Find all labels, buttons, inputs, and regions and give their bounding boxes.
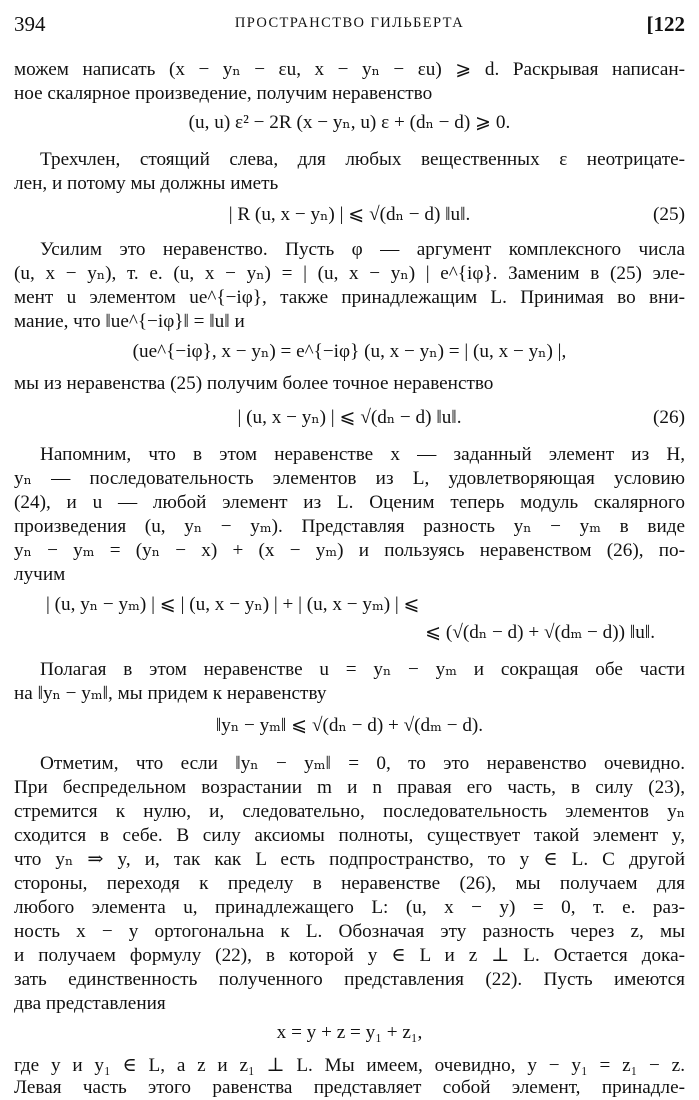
equation: | R (u, x − yₙ) | ⩽ √(dₙ − d) ‖u‖. bbox=[228, 204, 471, 225]
text-line: зать единственность полученного представления (22). Пусть имеются bbox=[14, 969, 685, 990]
text-line: два представления bbox=[14, 993, 166, 1014]
text-line: Левая часть этого равенства представляет собой элемент, принадле- bbox=[14, 1077, 685, 1098]
text-line: yₙ − yₘ = (yₙ − x) + (x − yₘ) и пользуясь неравенством (26), по- bbox=[14, 540, 685, 561]
text-line: ное скалярное произведение, получим неравенство bbox=[14, 83, 433, 104]
text-line: стремится к нулю, и, следовательно, последовательность элементов yₙ bbox=[14, 801, 685, 822]
equation-number: (25) bbox=[653, 204, 685, 225]
text-line: мание, что ‖ue^{−iφ}‖ = ‖u‖ и bbox=[14, 311, 245, 332]
equation: (ue^{−iφ}, x − yₙ) = e^{−iφ} (u, x − yₙ) = | (u, x − yₙ) |, bbox=[132, 341, 567, 362]
text-line: и получаем формулу (22), в которой y ∈ L и z ⊥ L. Остается дока- bbox=[14, 945, 685, 966]
text-line: (24), и u — любой элемент из L. Оценим теперь модуль скалярного bbox=[14, 492, 685, 513]
page-header bbox=[14, 12, 685, 42]
text-line: Отметим, что если ‖yₙ − yₘ‖ = 0, то это неравенство очевидно. bbox=[40, 753, 685, 774]
equation: ⩽ (√(dₙ − d) + √(dₘ − d)) ‖u‖. bbox=[425, 622, 655, 643]
equation-25-row bbox=[14, 203, 685, 227]
equation-number: (26) bbox=[653, 407, 685, 428]
text-line: лен, и потому мы должны иметь bbox=[14, 173, 279, 194]
text-line: мент u элементом ue^{−iφ}, также принадлежащим L. Принимая во вни- bbox=[14, 287, 685, 308]
equation: ‖yₙ − yₘ‖ ⩽ √(dₙ − d) + √(dₘ − d). bbox=[215, 715, 484, 736]
text-line: Полагая в этом неравенстве u = yₙ − yₘ и сокращая обе части bbox=[40, 659, 685, 680]
equation: (u, u) ε² − 2R (x − yₙ, u) ε + (dₙ − d) ⩾ 0. bbox=[188, 112, 511, 133]
equation: | (u, yₙ − yₘ) | ⩽ | (u, x − yₙ) | + | (u, x − yₘ) | ⩽ bbox=[46, 594, 420, 615]
text-line: Усилим это неравенство. Пусть φ — аргумент комплексного числа bbox=[40, 239, 685, 260]
text-line: yₙ — последовательность элементов из L, удовлетворяющая условию bbox=[14, 468, 685, 489]
equation: | (u, x − yₙ) | ⩽ √(dₙ − d) ‖u‖. bbox=[237, 407, 462, 428]
text-line: где y и y₁ ∈ L, а z и z₁ ⊥ L. Мы имеем, очевидно, y − y₁ = z₁ − z. bbox=[14, 1055, 685, 1076]
equation-26-row bbox=[14, 406, 685, 430]
text-line: (u, x − yₙ), т. е. (u, x − yₙ) = | (u, x − yₙ) | e^{iφ}. Заменим в (25) эле- bbox=[14, 263, 685, 284]
text-line: Напомним, что в этом неравенстве x — заданный элемент из H, bbox=[40, 444, 685, 465]
text-line: произведения (u, yₙ − yₘ). Представляя разность yₙ − yₘ в виде bbox=[14, 516, 685, 537]
text-line: ность x − y ортогональна к L. Обозначая эту разность через z, мы bbox=[14, 921, 685, 942]
text-line: любого элемента u, принадлежащего L: (u, x − y) = 0, т. е. раз- bbox=[14, 897, 685, 918]
text-line: сходится в себе. В силу аксиомы полноты, существует такой элемент y, bbox=[14, 825, 685, 846]
running-title: ПРОСТРАНСТВО ГИЛЬБЕРТА bbox=[234, 15, 465, 31]
text-line: на ‖yₙ − yₘ‖, мы придем к неравенству bbox=[14, 683, 327, 704]
text-line: можем написать (x − yₙ − εu, x − yₙ − εu) ⩾ d. Раскрывая написан- bbox=[14, 59, 685, 80]
text-line: стороны, переходя к пределу в неравенстве (26), мы получаем для bbox=[14, 873, 685, 894]
equation: x = y + z = y₁ + z₁, bbox=[276, 1022, 423, 1043]
page-number: 394 bbox=[14, 12, 46, 36]
text-line: лучим bbox=[14, 564, 66, 585]
text-line: При беспредельном возрастании m и n правая его часть, в силу (23), bbox=[14, 777, 685, 798]
text-line: что yₙ ⇒ y, и, так как L есть подпространство, то y ∈ L. С другой bbox=[14, 849, 685, 870]
text-line: Трехчлен, стоящий слева, для любых вещественных ε неотрицате- bbox=[40, 149, 685, 170]
text-line: мы из неравенства (25) получим более точное неравенство bbox=[14, 373, 494, 394]
section-number: [122 bbox=[646, 12, 685, 36]
